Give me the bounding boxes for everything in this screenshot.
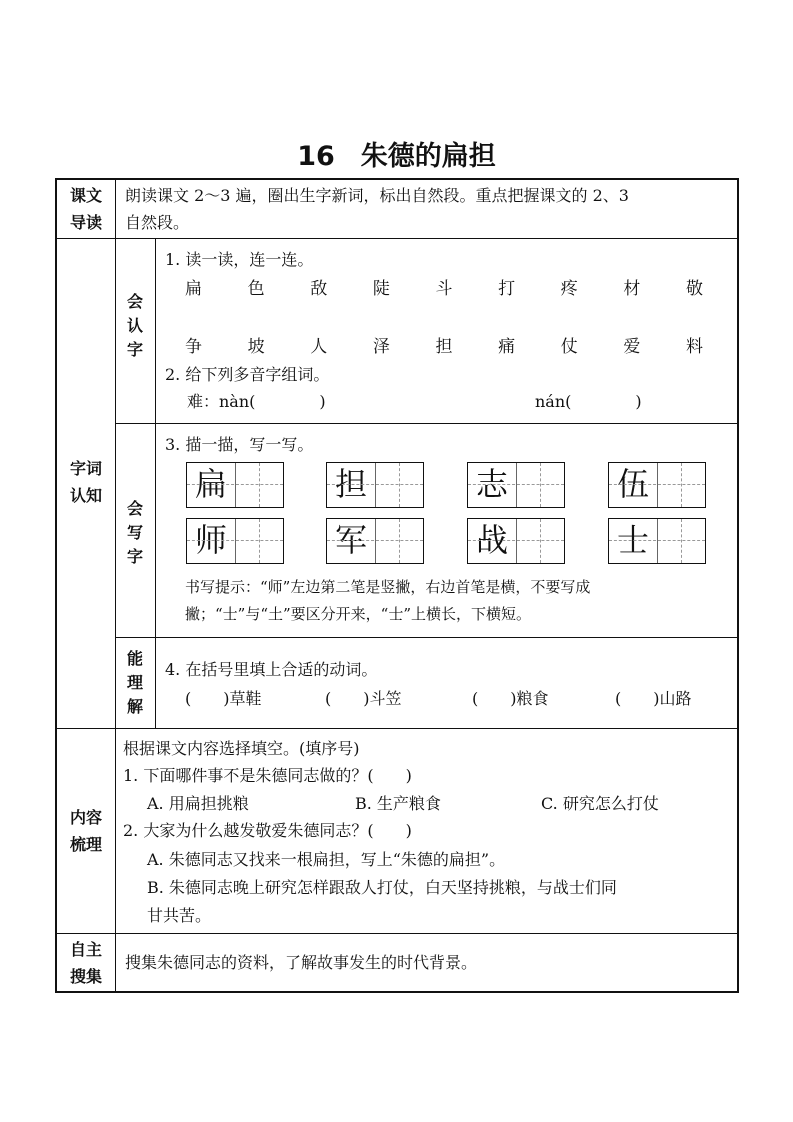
char[interactable]: 陡 (372, 279, 390, 299)
trace-char: 伍 (616, 465, 649, 503)
content-q2-option-cont: 甘共苦。 (147, 906, 212, 925)
char[interactable]: 坡 (247, 337, 265, 357)
collect-text: 搜集朱德同志的资料，了解故事发生的时代背景。 (125, 953, 478, 972)
row-divider (57, 933, 738, 934)
polyphone-nan4[interactable]: 难：nàn( ) (187, 392, 326, 411)
char[interactable]: 打 (498, 279, 516, 299)
q4-text: 4. 在括号里填上合适的动词。 (165, 660, 378, 679)
intro-text-line1: 朗读课文 2～3 遍，圈出生字新词，标出自然段。重点把握课文的 2、3 (125, 186, 629, 205)
sub-row-divider (115, 637, 738, 638)
char[interactable]: 痛 (498, 337, 516, 357)
char[interactable]: 色 (247, 279, 265, 299)
writing-grid[interactable] (608, 462, 706, 508)
writing-tip-line2: 撇；“士”与“土”要区分开来，“士”上横长，下横短。 (185, 605, 532, 623)
writing-grid[interactable] (186, 518, 284, 564)
recognize-label: 会 认 字 (126, 292, 143, 359)
trace-char: 扁 (194, 465, 227, 503)
understand-label: 能 理 解 (126, 649, 143, 716)
writing-grid[interactable] (467, 462, 565, 508)
char[interactable]: 扁 (185, 279, 202, 299)
writing-grid[interactable] (326, 462, 424, 508)
writing-grid[interactable] (467, 518, 565, 564)
char[interactable]: 仗 (560, 337, 578, 357)
char[interactable]: 爱 (623, 337, 641, 357)
content-q1: 1. 下面哪件事不是朱德同志做的？( ) (123, 766, 412, 785)
trace-char: 志 (475, 465, 508, 503)
sub-row-divider (115, 423, 738, 424)
content-q2-option[interactable]: B. 朱德同志晚上研究怎样跟敌人打仗，白天坚持挑粮，与战士们同 (147, 878, 617, 897)
trace-char: 军 (334, 521, 367, 559)
writing-grid[interactable] (326, 518, 424, 564)
lesson-number: 16 (297, 141, 335, 172)
verb-blank[interactable]: ( )草鞋 (185, 689, 262, 708)
content-q1-option[interactable]: B. 生产粮食 (355, 794, 441, 813)
char[interactable]: 材 (623, 279, 641, 299)
trace-char: 战 (475, 521, 508, 559)
char[interactable]: 斗 (435, 279, 453, 299)
content-q2-option[interactable]: A. 朱德同志又找来一根扁担，写上“朱德的扁担”。 (147, 850, 506, 869)
polyphone-nan2[interactable]: nán( ) (535, 392, 642, 411)
collect-label: 自主 搜集 (69, 940, 102, 986)
intro-text-line2: 自然段。 (125, 213, 190, 232)
page-title (0, 134, 793, 173)
q2-text: 2. 给下列多音字组词。 (165, 365, 330, 384)
char[interactable]: 敌 (310, 279, 328, 299)
verb-blank[interactable]: ( )斗笠 (325, 689, 402, 708)
row-divider (57, 728, 738, 729)
row-divider (57, 238, 738, 239)
verb-blank[interactable]: ( )山路 (615, 689, 692, 708)
content-q1-option[interactable]: A. 用扁担挑粮 (147, 794, 249, 813)
char[interactable]: 泽 (372, 337, 390, 357)
trace-char: 担 (334, 465, 367, 503)
char[interactable]: 敬 (686, 279, 703, 299)
content-q2: 2. 大家为什么越发敬爱朱德同志？( ) (123, 821, 412, 840)
verb-blank[interactable]: ( )粮食 (472, 689, 549, 708)
char[interactable]: 争 (185, 337, 202, 357)
write-label: 会 写 字 (126, 499, 143, 566)
content-intro: 根据课文内容选择填空。(填序号) (123, 739, 360, 758)
char[interactable]: 疼 (560, 279, 578, 299)
char[interactable]: 料 (686, 337, 703, 357)
intro-label: 课文 导读 (69, 186, 102, 232)
writing-tip-line1: 书写提示：“师”左边第二笔是竖撇，右边首笔是横，不要写成 (185, 578, 591, 596)
worksheet-table (55, 178, 739, 993)
char-row-1 (185, 274, 703, 299)
char-row-2 (185, 332, 703, 357)
writing-grid[interactable] (186, 462, 284, 508)
q1-text: 1. 读一读，连一连。 (165, 250, 314, 269)
content-label: 内容 梳理 (69, 808, 102, 854)
char[interactable]: 担 (435, 337, 453, 357)
trace-char: 士 (616, 521, 649, 559)
words-label: 字词 认知 (69, 459, 102, 505)
trace-char: 师 (194, 521, 227, 559)
writing-grid[interactable] (608, 518, 706, 564)
lesson-title: 朱德的扁担 (360, 141, 496, 172)
content-q1-option[interactable]: C. 研究怎么打仗 (541, 794, 659, 813)
char[interactable]: 人 (310, 337, 328, 357)
q3-text: 3. 描一描，写一写。 (165, 435, 314, 454)
sublabel-column-divider (155, 238, 156, 728)
